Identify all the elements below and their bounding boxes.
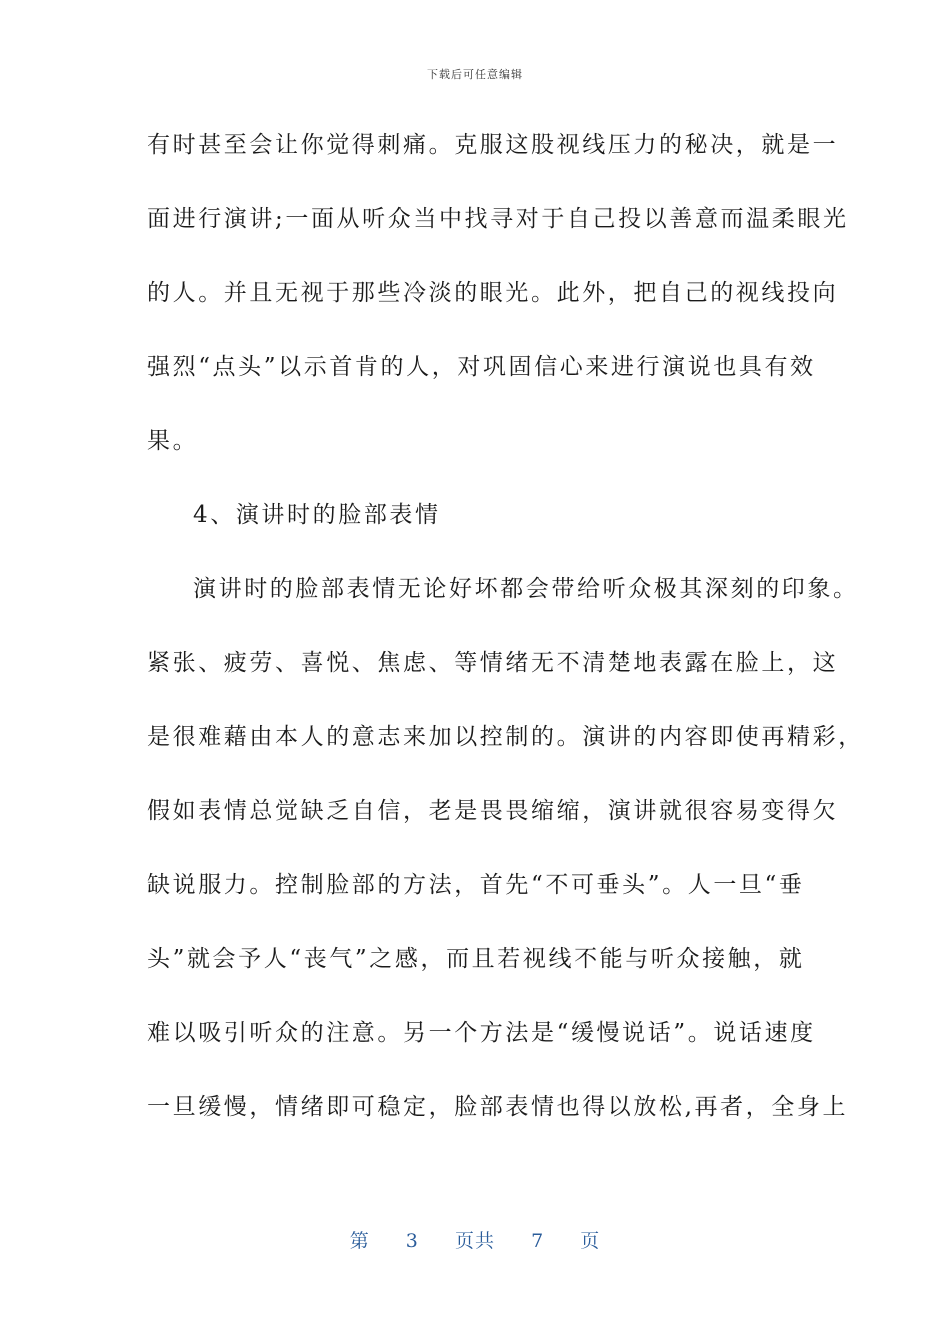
page-footer — [0, 1226, 950, 1253]
footer-middle: 页共 — [454, 1230, 495, 1252]
footer-suffix: 页 — [580, 1230, 601, 1252]
text-line: 面进行演讲;一面从听众当中找寻对于自己投以善意而温柔眼光 — [147, 206, 849, 232]
text-line: 紧张、疲劳、喜悦、焦虑、等情绪无不清楚地表露在脸上，这 — [147, 650, 839, 676]
text-line: 有时甚至会让你觉得刺痛。克服这股视线压力的秘决，就是一 — [147, 132, 839, 158]
header-note: 下载后可任意编辑 — [427, 68, 523, 81]
section-heading: 4、演讲时的脸部表情 — [193, 502, 441, 528]
text-line: 强烈“点头”以示首肯的人，对巩固信心来进行演说也具有效 — [147, 354, 816, 380]
text-line: 的人。并且无视于那些冷淡的眼光。此外，把自己的视线投向 — [147, 280, 839, 306]
text-line: 演讲时的脸部表情无论好坏都会带给听众极其深刻的印象。 — [193, 576, 859, 602]
document-body — [147, 108, 864, 1144]
current-page-number: 3 — [405, 1230, 419, 1252]
text-line: 头”就会予人“丧气”之感，而且若视线不能与听众接触，就 — [147, 946, 805, 972]
text-line: 假如表情总觉缺乏自信，老是畏畏缩缩，演讲就很容易变得欠 — [147, 798, 839, 824]
total-pages-number: 7 — [531, 1230, 545, 1252]
text-line: 难以吸引听众的注意。另一个方法是“缓慢说话”。说话速度 — [147, 1020, 816, 1046]
text-line: 一旦缓慢，情绪即可稳定，脸部表情也得以放松,再者，全身上 — [147, 1094, 849, 1120]
text-line: 是很难藉由本人的意志来加以控制的。演讲的内容即使再精彩， — [147, 724, 864, 750]
text-line: 缺说服力。控制脸部的方法，首先“不可垂头”。人一旦“垂 — [147, 872, 805, 898]
text-line: 果。 — [147, 428, 199, 454]
footer-prefix: 第 — [349, 1230, 370, 1252]
